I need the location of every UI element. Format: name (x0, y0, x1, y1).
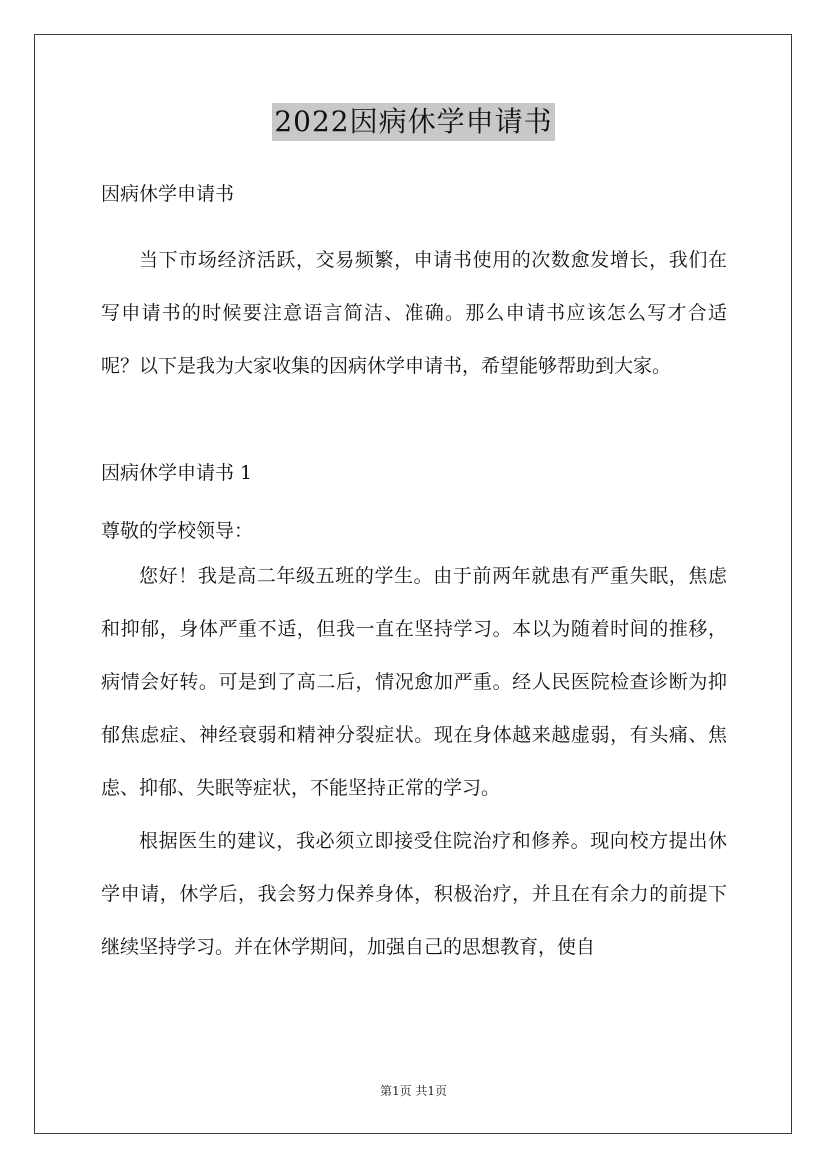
document-body (101, 176, 727, 974)
section-title: 因病休学申请书 1 (101, 462, 253, 484)
body-paragraph-2: 根据医生的建议，我必须立即接受住院治疗和修养。现向校方提出休学申请，休学后，我会努力保养身体，积极治疗，并且在有余力的前提下继续坚持学习。并在休学期间，加强自己的思想教育，使自 (101, 830, 727, 958)
salutation: 尊敬的学校领导： (101, 520, 254, 542)
intro-paragraph: 当下市场经济活跃，交易频繁，申请书使用的次数愈发增长，我们在写申请书的时候要注意语言简洁、准确。那么申请书应该怎么写才合适呢？以下是我为大家收集的因病休学申请书，希望能够帮助到大家。 (101, 249, 727, 377)
document-title: 2022因病休学申请书 (272, 103, 554, 141)
page-footer: 第1页 共1页 (379, 1084, 448, 1098)
body-paragraph-1: 您好！我是高二年级五班的学生。由于前两年就患有严重失眠，焦虑和抑郁，身体严重不适，但我一直在坚持学习。本以为随着时间的推移，病情会好转。可是到了高二后，情况愈加严重。经人民医院检查诊断为抑郁焦虑症、神经衰弱和精神分裂症状。现在身体越来越虚弱，有头痛、焦虑、抑郁、失眠等症状，不能坚持正常的学习。 (101, 565, 727, 799)
document-subtitle: 因病休学申请书 (101, 183, 235, 205)
title-container (0, 103, 827, 141)
